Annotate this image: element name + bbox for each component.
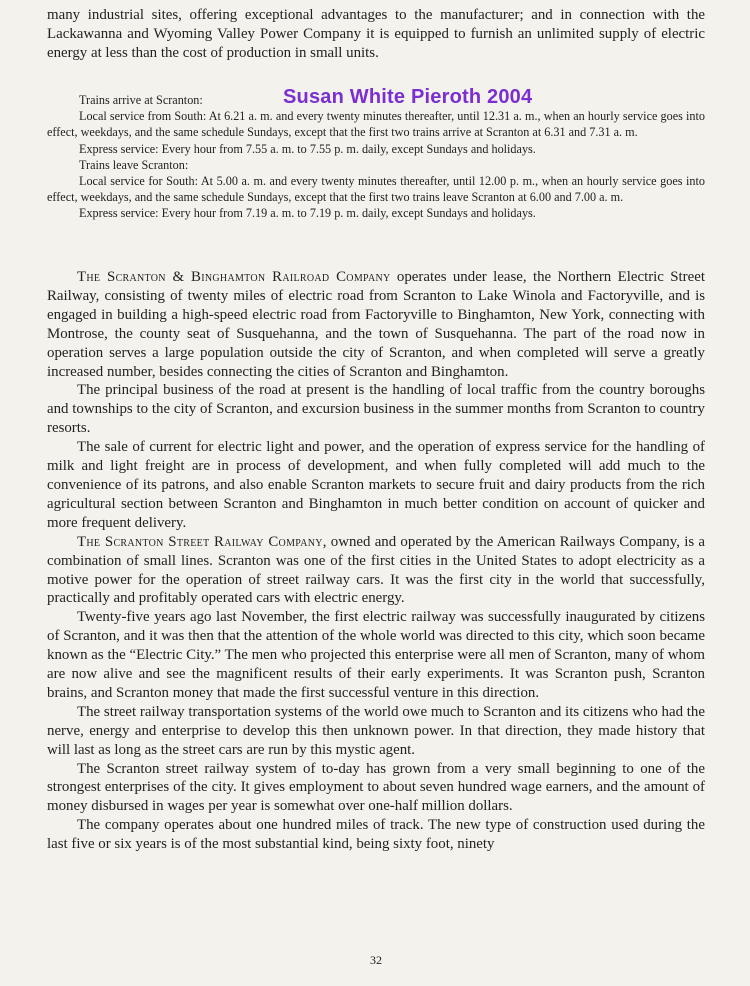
watermark-stamp: Susan White Pieroth 2004 — [283, 86, 533, 108]
arrive-local-service: Local service from South: At 6.21 a. m. and every twenty minutes thereafter, until 12.31 a. m., when an hourly service goes into effect, weekdays, and the same schedule Sundays, except that the first two trains arrive at Scranton at 6.31 and 7.31 a. m. — [47, 109, 705, 140]
leave-local-service: Local service for South: At 5.00 a. m. and every twenty minutes thereafter, until 12.00 p. m., when an hourly service goes into effect, weekdays, and the same schedule Sundays, except that the first two trains leave Scranton at 6.00 and 7.00 a. m. — [47, 174, 705, 205]
paragraph-track: The company operates about one hundred miles of track. The new type of construction used during the last five or six years is of the most substantial kind, being sixty foot, ninety — [47, 817, 705, 853]
paragraph-scranton-street-railway — [47, 533, 705, 609]
leave-header: Trains leave Scranton: — [79, 157, 189, 172]
paragraph-text: , owned and operated by the American Railways Company, is a combination of small lines. Scranton was one of the first cities in the United States to adopt electricity as a motive power for the operation of street railway cars. It was the first city in the world that successfully, practically and profitably operated cars with electric energy. — [47, 533, 705, 607]
document-page — [47, 0, 705, 986]
company-name-sb: The Scranton & Binghamton Railroad Company — [77, 269, 391, 285]
paragraph-sale-of-current: The sale of current for electric light and power, and the operation of express service for the handling of milk and light freight are in process of development, and when fully completed will add much to the convenience of its patrons, and also enable Scranton markets to secure fruit and dairy products from the rich agricultural section between Scranton and Binghamton in much better condition on account of quicker and more frequent delivery. — [47, 439, 705, 531]
body-text — [47, 268, 705, 854]
company-name-ssr: The Scranton Street Railway Company — [77, 533, 323, 550]
train-schedule — [47, 92, 705, 222]
paragraph-text: operates under lease, the Northern Electric Street Railway, consisting of twenty miles of electric road from Scranton to Lake Winola and Factoryville, and is engaged in building a high-speed electric road from Factoryville to Binghamton, New York, connecting with Montrose, the county seat of Susquehanna, and the town of Susquehanna. The part of the road now in operation serves a large population outside the city of Scranton, and when completed will serve a greatly increased number, besides connecting the cities of Scranton and Binghamton. — [47, 269, 705, 380]
leave-express-service: Express service: Every hour from 7.19 a. m. to 7.19 p. m. daily, except Sundays and holidays. — [79, 206, 536, 221]
paragraph-scranton-binghamton — [47, 268, 705, 381]
intro-paragraph: many industrial sites, offering exceptional advantages to the manufacturer; and in connection with the Lackawanna and Wyoming Valley Power Company it is equipped to furnish an unlimited supply of electric energy at less than the cost of production in small units. — [47, 7, 705, 61]
paragraph-system-today: The Scranton street railway system of to-day has grown from a very small beginning to one of the strongest enterprises of the city. It gives employment to about seven hundred wage earners, and the amount of money disbursed in wages per year is somewhat over one-half million dollars. — [47, 760, 705, 815]
arrive-express-service: Express service: Every hour from 7.55 a. m. to 7.55 p. m. daily, except Sundays and holidays. — [79, 141, 536, 156]
intro-block — [47, 6, 705, 63]
page-number: 32 — [370, 953, 382, 967]
paragraph-principal-business: The principal business of the road at present is the handling of local traffic from the country boroughs and townships to the city of Scranton, and excursion business in the summer months from Scranton to country resorts. — [47, 382, 705, 437]
arrive-header: Trains arrive at Scranton: — [79, 93, 203, 107]
paragraph-transportation-systems: The street railway transportation systems of the world owe much to Scranton and its citizens who had the nerve, energy and enterprise to develop this then unknown power. In that direction, they made history that will last as long as the street cars are run by this mystic agent. — [47, 703, 705, 758]
paragraph-twenty-five-years: Twenty-five years ago last November, the first electric railway was successfully inaugurated by citizens of Scranton, and it was then that the attention of the whole world was directed to this city, which soon became known as the “Electric City.” The men who projected this enterprise were all men of Scranton, many of whom are now alive and see the magnificent results of their early experiments. It was Scranton push, Scranton brains, and Scranton money that made the first successful venture in this direction. — [47, 609, 705, 701]
